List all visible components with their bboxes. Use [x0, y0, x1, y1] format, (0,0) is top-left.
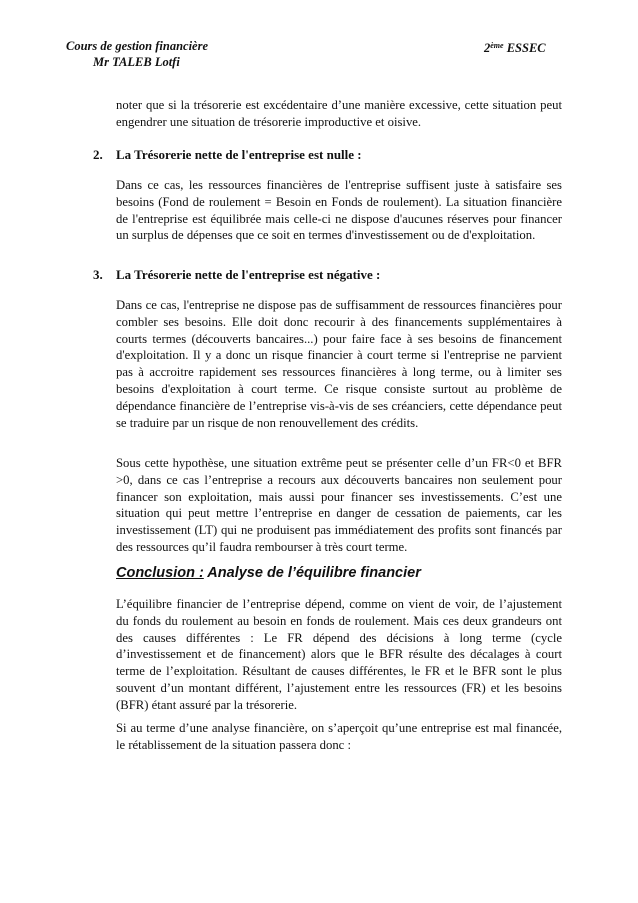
- section-2-heading: [93, 146, 362, 163]
- section-3-block-1: [116, 297, 562, 431]
- conclusion-heading: [116, 564, 421, 582]
- conclusion-block-2: [116, 720, 562, 754]
- level-suffix: ème: [490, 41, 504, 50]
- section-3-block-2: [116, 455, 562, 556]
- conclusion-paragraph-1: L’équilibre financier de l’entreprise dépend, comme on vient de voir, de l’ajustement du fonds du roulement au besoin en fonds de roulement. Mais ces deux grandeurs ont des causes différentes : Le FR dépend des décisions à long terme (cycle d’investissement et de financement) alors que le BFR résulte des décalages à court terme de l’exploitation. Résultant de causes différentes, le FR et le BFR sont le plus souvent d’un montant différent, l’ajustement entre les ressources (FR) et les besoins (BFR) étant assuré par la trésorerie.: [116, 597, 562, 712]
- level-school: ESSEC: [506, 41, 546, 55]
- conclusion-block-1: [116, 596, 562, 714]
- section-3-paragraph-2: Sous cette hypothèse, une situation extrême peut se présenter celle d’un FR<0 et BFR >0, dans ce cas l’entreprise a recours aux découverts bancaires non seulement pour financer son exploitation, mais aussi pour financer ses investissements. C’est une situation qui peut mettre l’entreprise en danger de cessation de paiements, car les investissement (LT) qui ne produisent pas immédiatement des profits sont financés par des ressources qu’il faudra rembourser à très court terme.: [116, 456, 562, 554]
- intro-paragraph: noter que si la trésorerie est excédentaire d’une manière excessive, cette situation peut engendrer une situation de trésorerie improductive et oisive.: [116, 98, 562, 129]
- conclusion-label: Conclusion :: [116, 565, 204, 581]
- section-3-heading: [93, 266, 380, 283]
- course-title: Cours de gestion financière: [66, 39, 209, 53]
- section-3-paragraph-1: Dans ce cas, l'entreprise ne dispose pas de suffisamment de ressources financières pour combler ses besoins. Elle doit donc recourir à des financements supplémentaires à courts termes (découverts bancaires...) pour faire face à ses besoins de financement d'exploitation. Il y a donc un risque financier à court terme si l'entreprise ne parvient pas à accroitre rapidement ses ressources financières à long terme, ou à limiter ses besoins d'exploitation à court terme. Ce risque consiste surtout au problème de dépendance financière de l’entreprise vis-à-vis de ses créanciers, cette dépendance peut se traduire par un risque de non renouvellement des crédits.: [116, 298, 562, 430]
- section-2-paragraph: Dans ce cas, les ressources financières de l'entreprise suffisent juste à satisfaire ses besoins (Fond de roulement = Besoin en Fonds de roulement). La situation financière de l'entreprise est équilibrée mais celle-ci ne dispose d'aucunes réserves pour financer un surplus de dépenses que ce soit en termes d'investissement ou de d'exploitation.: [116, 178, 562, 243]
- header-right: [484, 38, 546, 56]
- section-3-number: 3.: [93, 267, 103, 282]
- section-2-number: 2.: [93, 147, 103, 162]
- level-number: 2: [484, 41, 491, 55]
- conclusion-paragraph-2: Si au terme d’une analyse financière, on s’aperçoit qu’une entreprise est mal financée, le rétablissement de la situation passera donc :: [116, 721, 562, 752]
- header-left: [66, 38, 208, 70]
- conclusion-title: Analyse de l’équilibre financier: [203, 565, 421, 581]
- section-3-title: La Trésorerie nette de l'entreprise est négative :: [116, 267, 381, 282]
- author-name: Mr TALEB Lotfi: [93, 55, 180, 69]
- intro-block: [116, 97, 562, 131]
- section-2-block: [116, 177, 562, 244]
- section-2-title: La Trésorerie nette de l'entreprise est nulle :: [116, 147, 362, 162]
